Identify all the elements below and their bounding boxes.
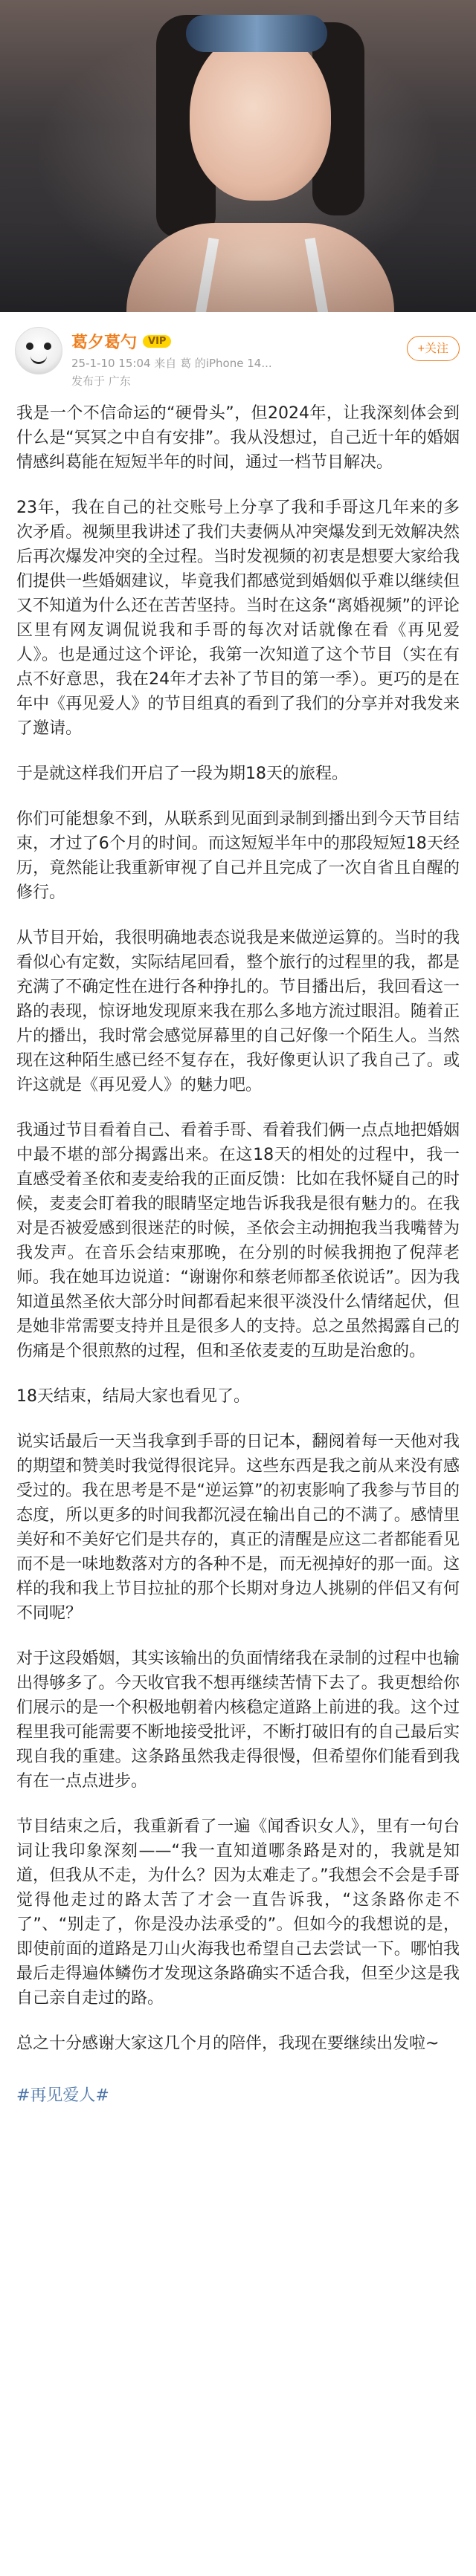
post-paragraph-3: 于是就这样我们开启了一段为期18天的旅程。 xyxy=(16,765,348,783)
post-paragraph-7: 18天结束，结局大家也看见了。 xyxy=(16,1387,250,1406)
publish-location: 发布于 广东 xyxy=(71,374,131,388)
post-paragraph-9: 对于这段婚姻，其实该输出的负面情绪我在录制的过程中也输出得够多了。今天收官我不想再继续苦情下去了。我更想给你们展示的是一个积极地朝着内核稳定道路上前进的我。这个过程里我可能需要不断地接受批评，不断打破旧有的自己最后实现自我的重建。这条路虽然我走得很慢，但希望你们能看到我有在一点点进步。 xyxy=(16,1649,460,1791)
avatar-eye-right xyxy=(44,343,51,350)
post-paragraph-10: 节目结束之后，我重新看了一遍《闻香识女人》，里有一句台词让我印象深刻——“我一直知道哪条路是对的，我就是知道，但我从不走，为什么？因为太难走了。”我想会不会是手哥觉得他走过的路太苦了才会一直告诉我，“这条路你走不了”、“别走了，你是没办法承受的”。但如今的我想说的是，即使前面的道路是刀山火海我也希望自己去尝试一下。哪怕我最后走得遍体鳞伤才发现这条路确实不适合我，但至少这是我自己亲自走过的路。 xyxy=(16,1817,460,2008)
author-name[interactable]: 葛夕葛勺 xyxy=(71,334,138,352)
avatar-smile xyxy=(30,354,47,364)
author-header xyxy=(0,312,476,401)
post-paragraph-6: 我通过节目看着自己、看着手哥、看着我们俩一点点地把婚姻中最不堪的部分揭露出来。在这18天的相处的过程中，我一直感受着圣依和麦麦给我的正面反馈：比如在我怀疑自己的时候，麦麦会盯着我的眼睛坚定地告诉我我是很有魅力的。在我对是否被爱感到很迷茫的时候，圣依会主动拥抱我当我嘴替为我发声。在音乐会结束那晚，在分别的时候我拥抱了倪萍老师。我在她耳边说道：“谢谢你和蔡老师都圣依说话”。因为我知道虽然圣依大部分时间都看起来很平淡没什么情绪起伏，但是她非常需要支持并且是很多人的支持。总之虽然揭露自己的伤痛是个很煎熬的过程，但和圣依麦麦的互助是治愈的。 xyxy=(16,1121,460,1360)
follow-button[interactable]: +关注 xyxy=(407,336,460,361)
post-paragraph-8: 说实话最后一天当我拿到手哥的日记本，翻阅着每一天他对我的期望和赞美时我觉得很诧异。这些东西是我之前从来没有感受过的。我在思考是不是“逆运算”的初衷影响了我参与节目的态度，所以更多的时间我都沉浸在输出自己的不满了。感情里美好和不美好它们是共存的，真正的清醒是应这二者都能看见而不是一味地数落对方的各种不是，而无视掉好的那一面。这样的我和我上节目拉扯的那个长期对身边人挑剔的伴侣又有何不同呢？ xyxy=(16,1433,460,1623)
post-paragraph-5: 从节目开始，我很明确地表态说我是来做逆运算的。当时的我看似心有定数，实际结尾回看，整个旅行的过程里的我，都是充满了不确定性在进行各种挣扎的。节目播出后，我回看这一路的表现，惊讶地发现原来我在那么多地方流过眼泪。随着正片的播出，我时常会感觉屏幕里的自己好像一个陌生人。当然现在这种陌生感已经不复存在，我好像更认识了我自己了。或许这就是《再见爱人》的魅力吧。 xyxy=(16,929,460,1094)
photo-overlay xyxy=(0,0,476,312)
post-paragraph-2: 23年，我在自己的社交账号上分享了我和手哥这几年来的多次矛盾。视频里我讲述了我们夫妻俩从冲突爆发到无效解决然后再次爆发冲突的全过程。当时发视频的初衷是想要大家给我们提供一些婚姻建议，毕竟我们都感觉到婚姻似乎难以继续但又不知道为什么还在苦苦坚持。当时在这条“离婚视频”的评论区里有网友调侃说我和手哥的每次对话就像在看《再见爱人》。也是通过这个评论，我第一次知道了这个节目（实在有点不好意思，我在24年才去补了节目的第一季）。更巧的是在年中《再见爱人》的节目组真的看到了我们的分享并对我发来了邀请。 xyxy=(16,499,460,738)
avatar-eyes xyxy=(26,343,51,351)
author-name-row xyxy=(71,330,171,353)
post-meta: 25-1-10 15:04 来自 葛 的iPhone 14... xyxy=(71,357,272,370)
avatar-eye-left xyxy=(26,343,33,350)
post-paragraph-1: 我是一个不信命运的“硬骨头”，但2024年，让我深刻体会到什么是“冥冥之中自有安排”。我从没想过，自己近十年的婚姻情感纠葛能在短短半年的时间，通过一档节目解决。 xyxy=(16,404,460,472)
post-body xyxy=(0,401,476,2106)
post-paragraph-11: 总之十分感谢大家这几个月的陪伴，我现在要继续出发啦~ xyxy=(16,2034,440,2053)
topic-tag-link[interactable]: #再见爱人# xyxy=(16,2086,109,2105)
avatar[interactable] xyxy=(15,327,62,374)
vip-badge: VIP xyxy=(143,335,171,348)
post-hero-photo[interactable] xyxy=(0,0,476,312)
post-paragraph-4: 你们可能想象不到，从联系到见面到录制到播出到今天节目结束，才过了6个月的时间。而这短短半年中的那段短短18天经历，竟然能让我重新审视了自己并且完成了一次自省且自醒的修行。 xyxy=(16,810,460,902)
